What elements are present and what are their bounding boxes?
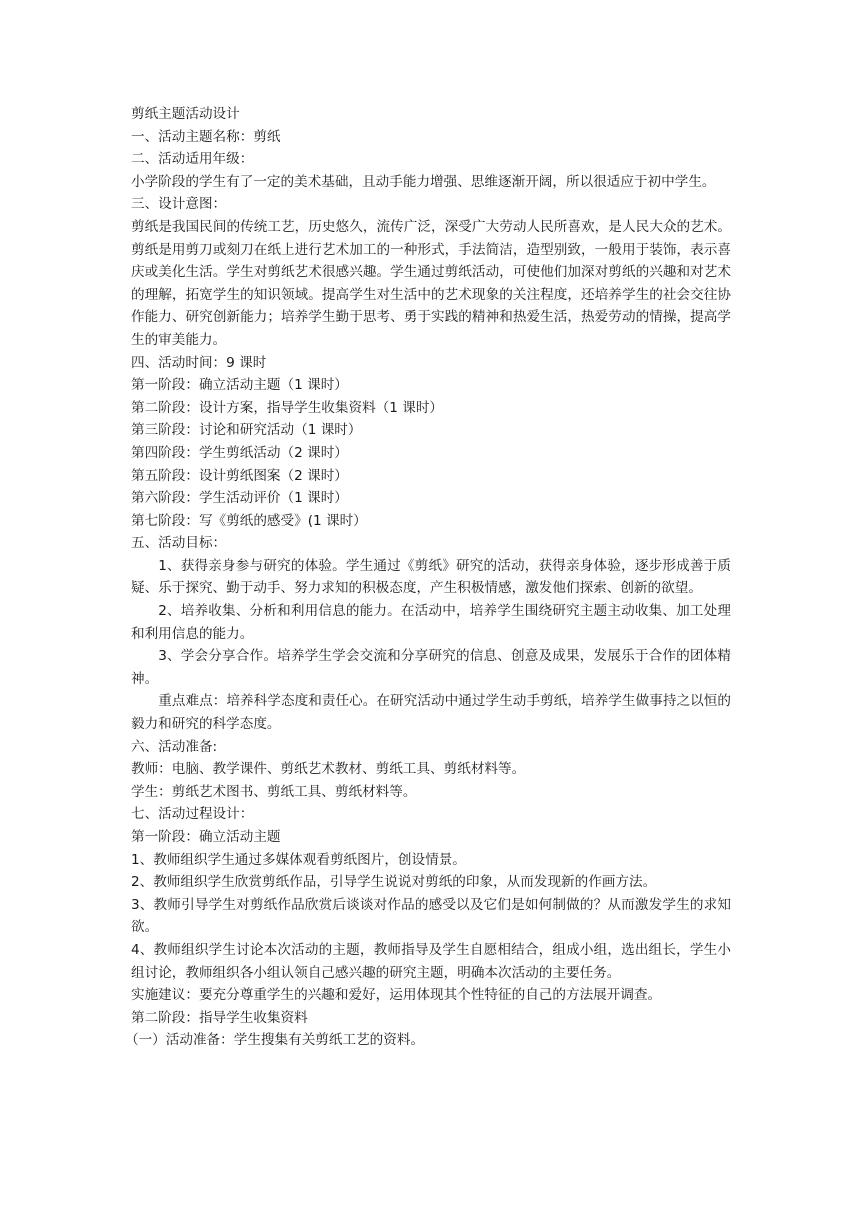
paragraph: 小学阶段的学生有了一定的美术基础，且动手能力增强、思维逐渐开阔，所以很适应于初中学生。 (131, 173, 716, 190)
paragraph: 剪纸是我国民间的传统工艺，历史悠久，流传广泛，深受广大劳动人民所喜欢，是人民大众的艺术。剪纸是用剪刀或刻刀在纸上进行艺术加工的一种形式，手法简洁，造型别致，一般用于装饰，表示喜庆或美化生活。学生对剪纸艺术很感兴趣。学生通过剪纸活动，可使他们加深对剪纸的兴趣和对艺术的理解，拓宽学生的知识领域。提高学生对生活中的艺术现象的关注程度，还培养学生的社会交往协作能力、研究创新能力；培养学生勤于思考、勇于实践的精神和热爱生活，热爱劳动的情操，提高学生的审美能力。 (131, 218, 731, 348)
prep-student: 学生：剪纸艺术图书、剪纸工具、剪纸材料等。 (131, 783, 417, 800)
phase-heading: 第二阶段：指导学生收集资料 (131, 1009, 308, 1026)
key-difficulty-paragraph: 重点难点：培养科学态度和责任心。在研究活动中通过学生动手剪纸，培养学生做事持之以恒的毅力和研究的科学态度。 (131, 693, 731, 733)
goal-paragraph: 1、获得亲身参与研究的体验。学生通过《剪纸》研究的活动，获得亲身体验，逐步形成善于质疑、乐于探究、勤于动手、努力求知的积极态度，产生积极情感，激发他们探索、创新的欲望。 (131, 557, 731, 597)
goal-paragraph: 2、培养收集、分析和利用信息的能力。在活动中，培养学生围绕研究主题主动收集、加工处理和利用信息的能力。 (131, 603, 731, 642)
document-page (125, 103, 731, 1052)
stage-item: 第六阶段：学生活动评价（1 课时） (131, 490, 348, 507)
phase-item: （一）活动准备：学生搜集有关剪纸工艺的资料。 (125, 1032, 425, 1049)
section-heading: 五、活动目标： (131, 535, 227, 552)
stage-item: 第一阶段：确立活动主题（1 课时） (131, 377, 348, 394)
phase-heading: 第一阶段：确立活动主题 (131, 829, 281, 845)
stage-item: 第二阶段：设计方案，指导学生收集资料（1 课时） (131, 399, 444, 416)
phase-item: 1、教师组织学生通过多媒体观看剪纸图片，创设情景。 (131, 851, 466, 868)
stage-item: 第三阶段：讨论和研究活动（1 课时） (131, 422, 362, 439)
stage-item: 第七阶段：写《剪纸的感受》(1 课时） (131, 512, 367, 529)
stage-item: 第五阶段：设计剪纸图案（2 课时） (131, 467, 348, 484)
prep-teacher: 教师：电脑、教学课件、剪纸艺术教材、剪纸工具、剪纸材料等。 (131, 761, 526, 778)
section-heading: 六、活动准备: (131, 738, 218, 755)
section-heading: 二、活动适用年级： (131, 151, 254, 168)
section-heading: 三、设计意图： (131, 196, 227, 213)
section-heading: 四、活动时间：9 课时 (131, 354, 267, 371)
phase-item: 4、教师组织学生讨论本次活动的主题，教师指导及学生自愿相结合，组成小组，选出组长，学生小组讨论，教师组织各小组认领自己感兴趣的研究主题，明确本次活动的主要任务。 (131, 941, 731, 981)
goal-paragraph: 3、学会分享合作。培养学生学会交流和分享研究的信息、创意及成果，发展乐于合作的团体精神。 (131, 648, 731, 687)
advice-paragraph: 实施建议：要充分尊重学生的兴趣和爱好，运用体现其个性特征的自己的方法展开调查。 (131, 987, 662, 1004)
document-title: 剪纸主题活动设计 (131, 106, 240, 122)
section-heading: 一、活动主题名称：剪纸 (131, 128, 281, 145)
section-heading: 七、活动过程设计： (131, 806, 254, 823)
stage-item: 第四阶段：学生剪纸活动（2 课时） (131, 444, 348, 461)
phase-item: 3、教师引导学生对剪纸作品欣赏后谈谈对作品的感受以及它们是如何制做的？从而激发学生的求知欲。 (131, 896, 731, 936)
phase-item: 2、教师组织学生欣赏剪纸作品，引导学生说说对剪纸的印象，从而发现新的作画方法。 (131, 874, 657, 891)
